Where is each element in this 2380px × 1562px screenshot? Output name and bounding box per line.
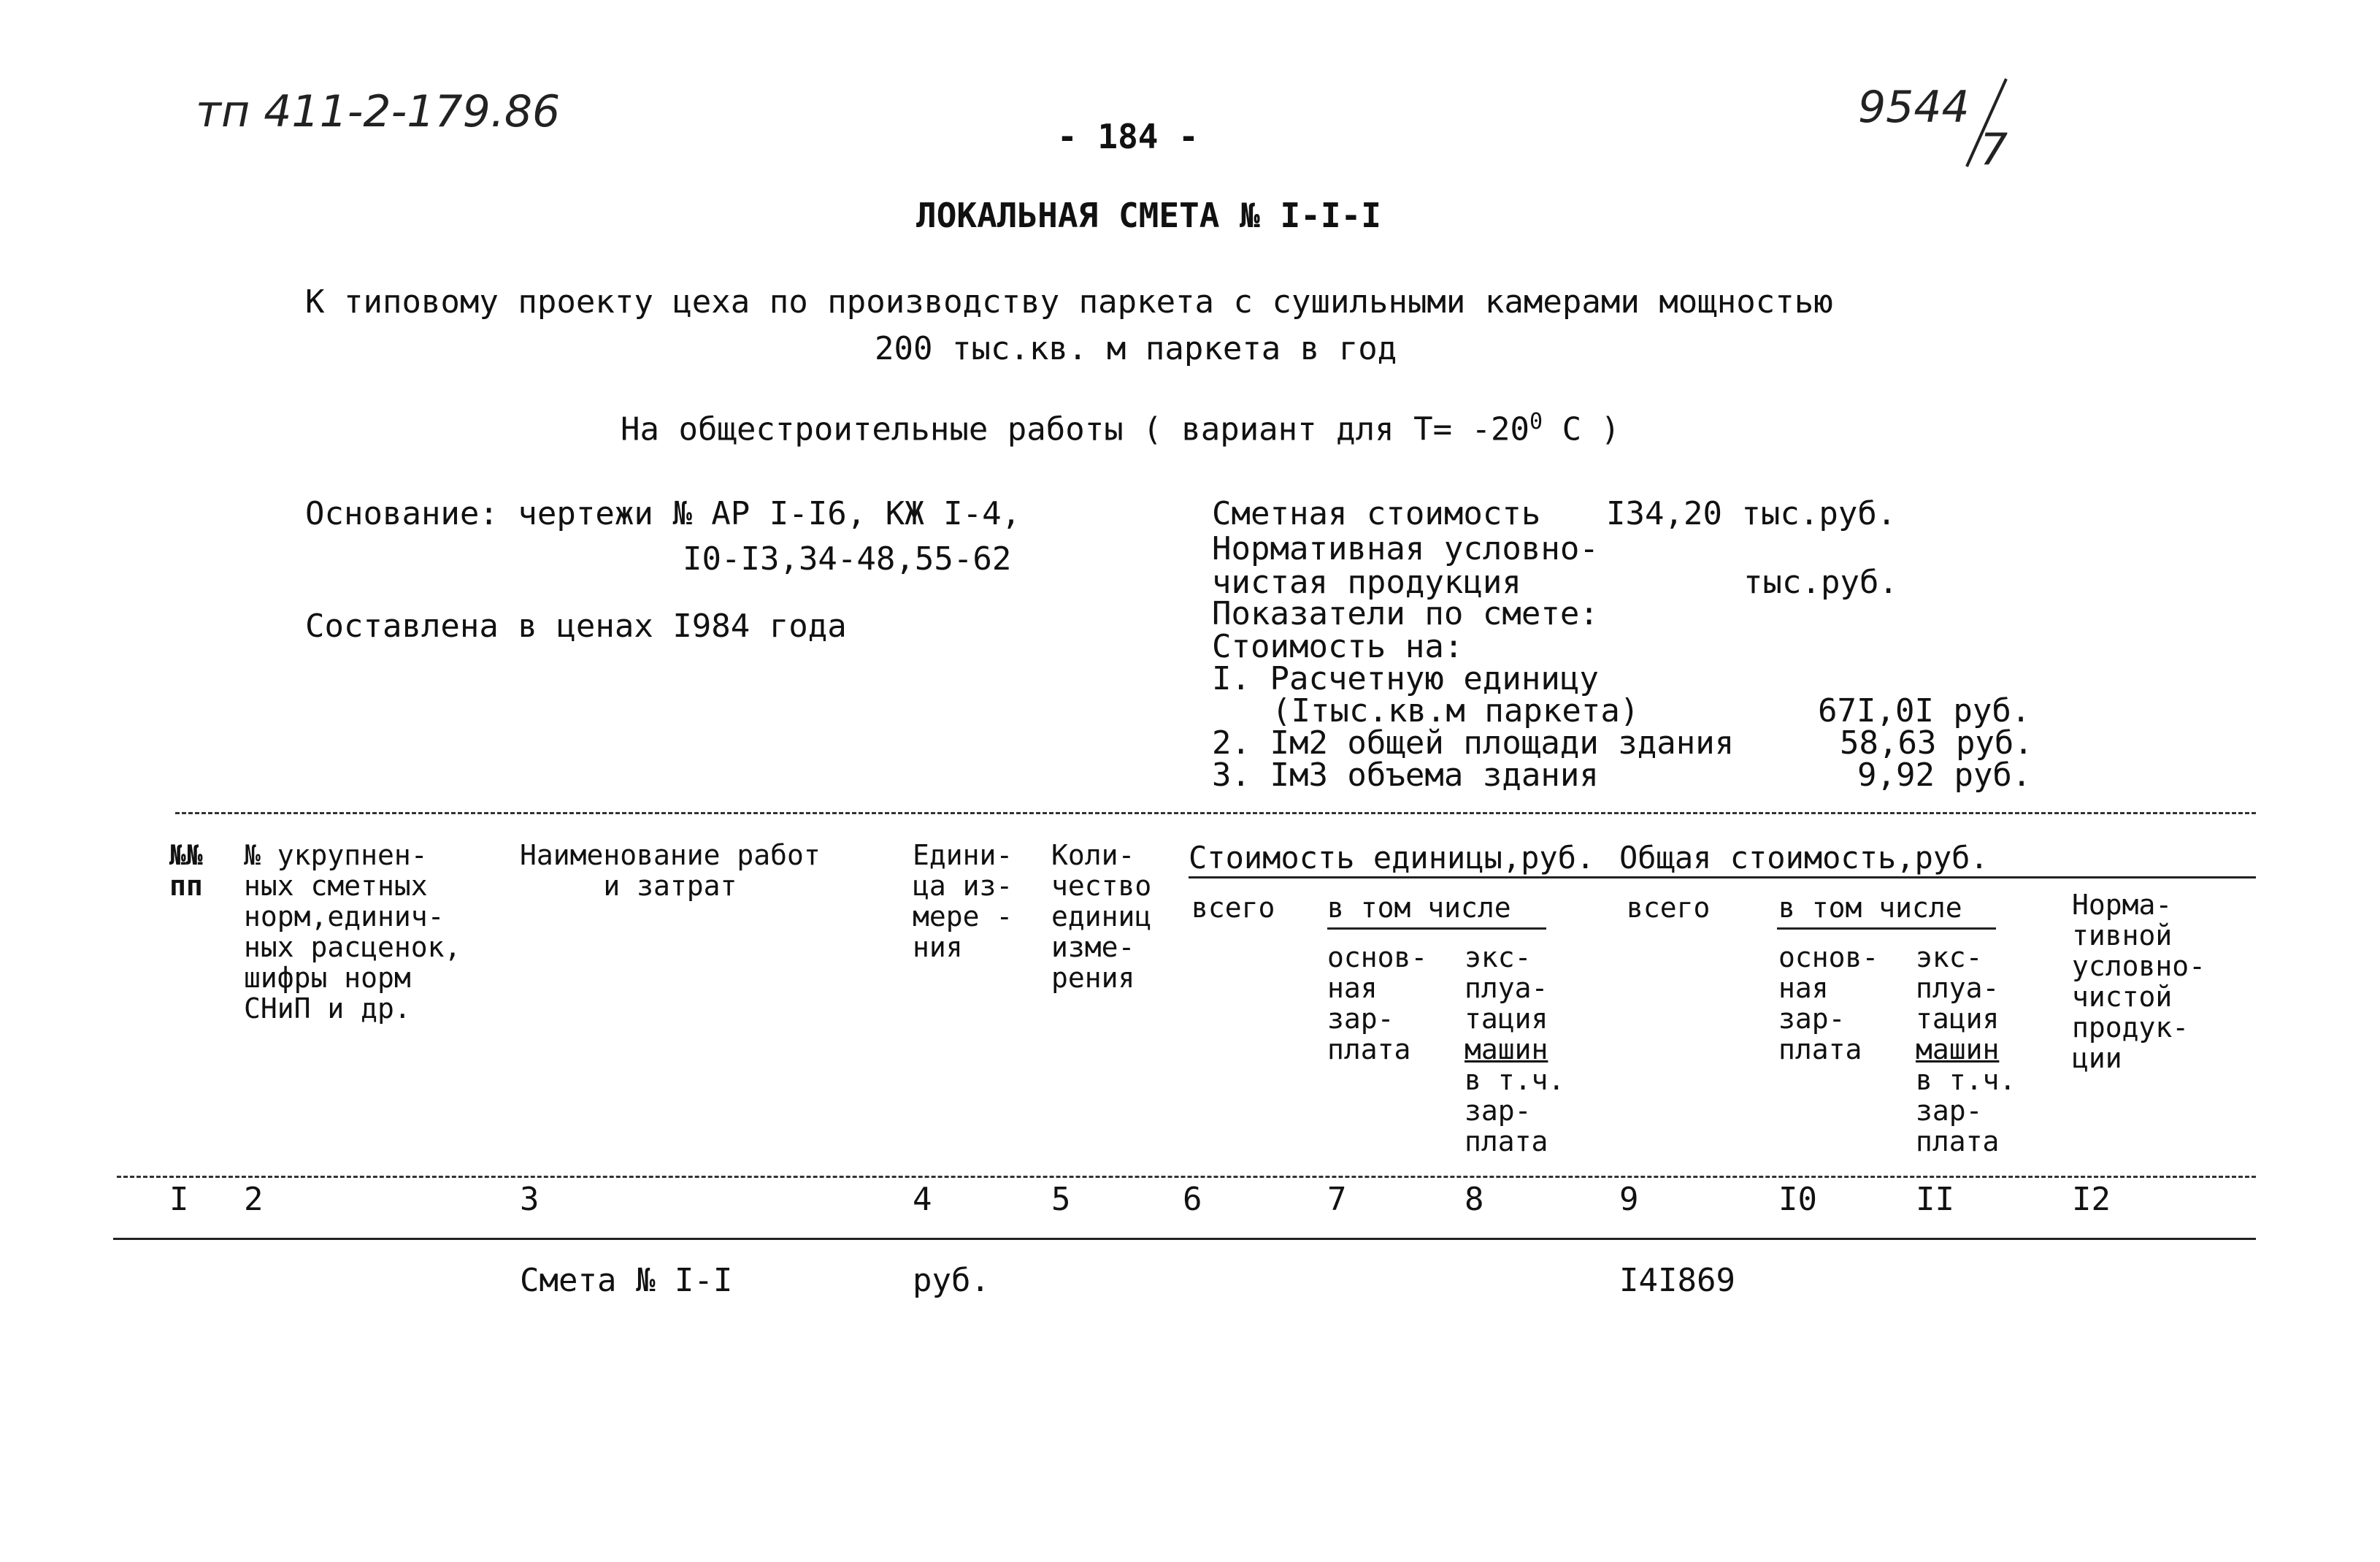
page-number: - 184 -	[1057, 117, 1199, 156]
incl-rule-total	[1777, 927, 1996, 930]
row-total-cost: I4I869	[1619, 1262, 1735, 1299]
col-header-total-incl: в том числе	[1778, 892, 1962, 924]
header-bottom-rule	[117, 1176, 2256, 1178]
col-header-total-total: всего	[1627, 892, 1711, 924]
col-header-unit-incl: в том числе	[1327, 892, 1511, 924]
group-header-unit-cost: Стоимость единицы,руб.	[1189, 840, 1595, 876]
col-header-total-machine-ops	[1916, 942, 2016, 1157]
col-number-7: 7	[1327, 1181, 1347, 1218]
col-number-5: 5	[1051, 1181, 1071, 1218]
subtitle-line-3	[621, 409, 1620, 448]
item-1-sub: (Iтыс.кв.м паркета)	[1272, 692, 1640, 730]
basis-line-2: I0-I3,34-48,55-62	[683, 540, 1012, 578]
degree-sign: 0	[1529, 409, 1543, 434]
col-number-6: 6	[1183, 1181, 1202, 1218]
item-2-label: 2. Iм2 общей площади здания	[1212, 724, 1735, 762]
item-2-value: 58,63 руб.	[1840, 724, 2033, 762]
archive-sheet: 7	[1980, 124, 2008, 175]
col-number-9: 9	[1619, 1181, 1639, 1218]
subtitle-line-1: К типовому проекту цеха по производству паркета с сушильными камерами мощностью	[305, 283, 1833, 321]
col-number-1: I	[169, 1181, 189, 1218]
norm-label-1: Нормативная условно-	[1212, 530, 1599, 567]
cost-label: Сметная стоимость	[1212, 495, 1541, 532]
numbers-bottom-rule	[113, 1238, 2256, 1240]
col-header-row-number: №№ пп	[169, 839, 203, 902]
col-number-11: II	[1916, 1181, 1954, 1218]
col-header-quantity: Коли- чество единиц изме- рения	[1051, 839, 1152, 994]
col-header-unit-base-wage: основ- ная зар- плата	[1327, 941, 1428, 1065]
item-3-value: 9,92 руб.	[1857, 757, 2032, 794]
subtitle-line-3-suffix: С )	[1543, 410, 1621, 448]
group-header-total-cost: Общая стоимость,руб.	[1619, 840, 1989, 876]
subtitle-line-2: 200 тыс.кв. м паркета в год	[875, 330, 1397, 367]
incl-rule-unit	[1327, 927, 1546, 930]
col-header-unit-total: всего	[1191, 892, 1275, 924]
total-machine-ops-text: экс- плуа- тация	[1916, 941, 2000, 1035]
col-number-3: 3	[520, 1181, 540, 1218]
row-unit: руб.	[913, 1262, 990, 1299]
col-header-total-base-wage: основ- ная зар- плата	[1778, 941, 1879, 1065]
total-machine-ops-incl-wage: в т.ч. зар- плата	[1916, 1064, 2016, 1157]
table-top-rule	[175, 812, 2256, 814]
item-3-label: 3. Iм3 объема здания	[1212, 757, 1599, 794]
col-number-8: 8	[1465, 1181, 1484, 1218]
norm-label-2: чистая продукция	[1212, 564, 1521, 601]
cost-value: I34,20 тыс.руб.	[1606, 495, 1897, 532]
col-header-unit-machine-ops	[1465, 942, 1565, 1157]
archive-number: 9544	[1858, 82, 1970, 133]
machine-ops-machines: машин	[1465, 1033, 1548, 1065]
col-number-4: 4	[913, 1181, 932, 1218]
row-work-name: Смета № I-I	[520, 1262, 733, 1299]
machine-ops-incl-wage: в т.ч. зар- плата	[1465, 1064, 1565, 1157]
col-header-norm-code: № укрупнен- ных сметных норм,единич- ных расценок, шифры норм СНиП и др.	[244, 839, 461, 1025]
col-header-work-name: Наименование работ и затрат	[520, 839, 821, 902]
col-number-12: I2	[2072, 1181, 2111, 1218]
norm-unit: тыс.руб.	[1743, 564, 1898, 601]
col-header-norm-product: Норма- тивной условно- чистой продук- ции	[2072, 889, 2206, 1074]
basis-label: Основание: чертежи № АР I-I6, КЖ I-4,	[305, 495, 1021, 532]
item-1-value: 67I,0I руб.	[1818, 692, 2031, 730]
subtitle-line-3-prefix: На общестроительные работы ( вариант для Т= -20	[621, 410, 1530, 448]
col-header-unit: Едини- ца из- мере - ния	[913, 839, 1013, 963]
col-number-10: I0	[1778, 1181, 1817, 1218]
project-code: тп 411-2-179.86	[196, 86, 561, 137]
col-number-2: 2	[244, 1181, 264, 1218]
total-machine-ops-machines: машин	[1916, 1033, 2000, 1065]
indicators-label: Показатели по смете:	[1212, 595, 1599, 632]
item-1-label: I. Расчетную единицу	[1212, 660, 1599, 697]
prices-note: Составлена в ценах I984 года	[305, 608, 847, 645]
cost-per-label: Стоимость на:	[1212, 628, 1464, 665]
page-title: ЛОКАЛЬНАЯ СМЕТА № I-I-I	[916, 196, 1381, 235]
machine-ops-text: экс- плуа- тация	[1465, 941, 1548, 1035]
group-header-rule	[1189, 876, 2256, 878]
